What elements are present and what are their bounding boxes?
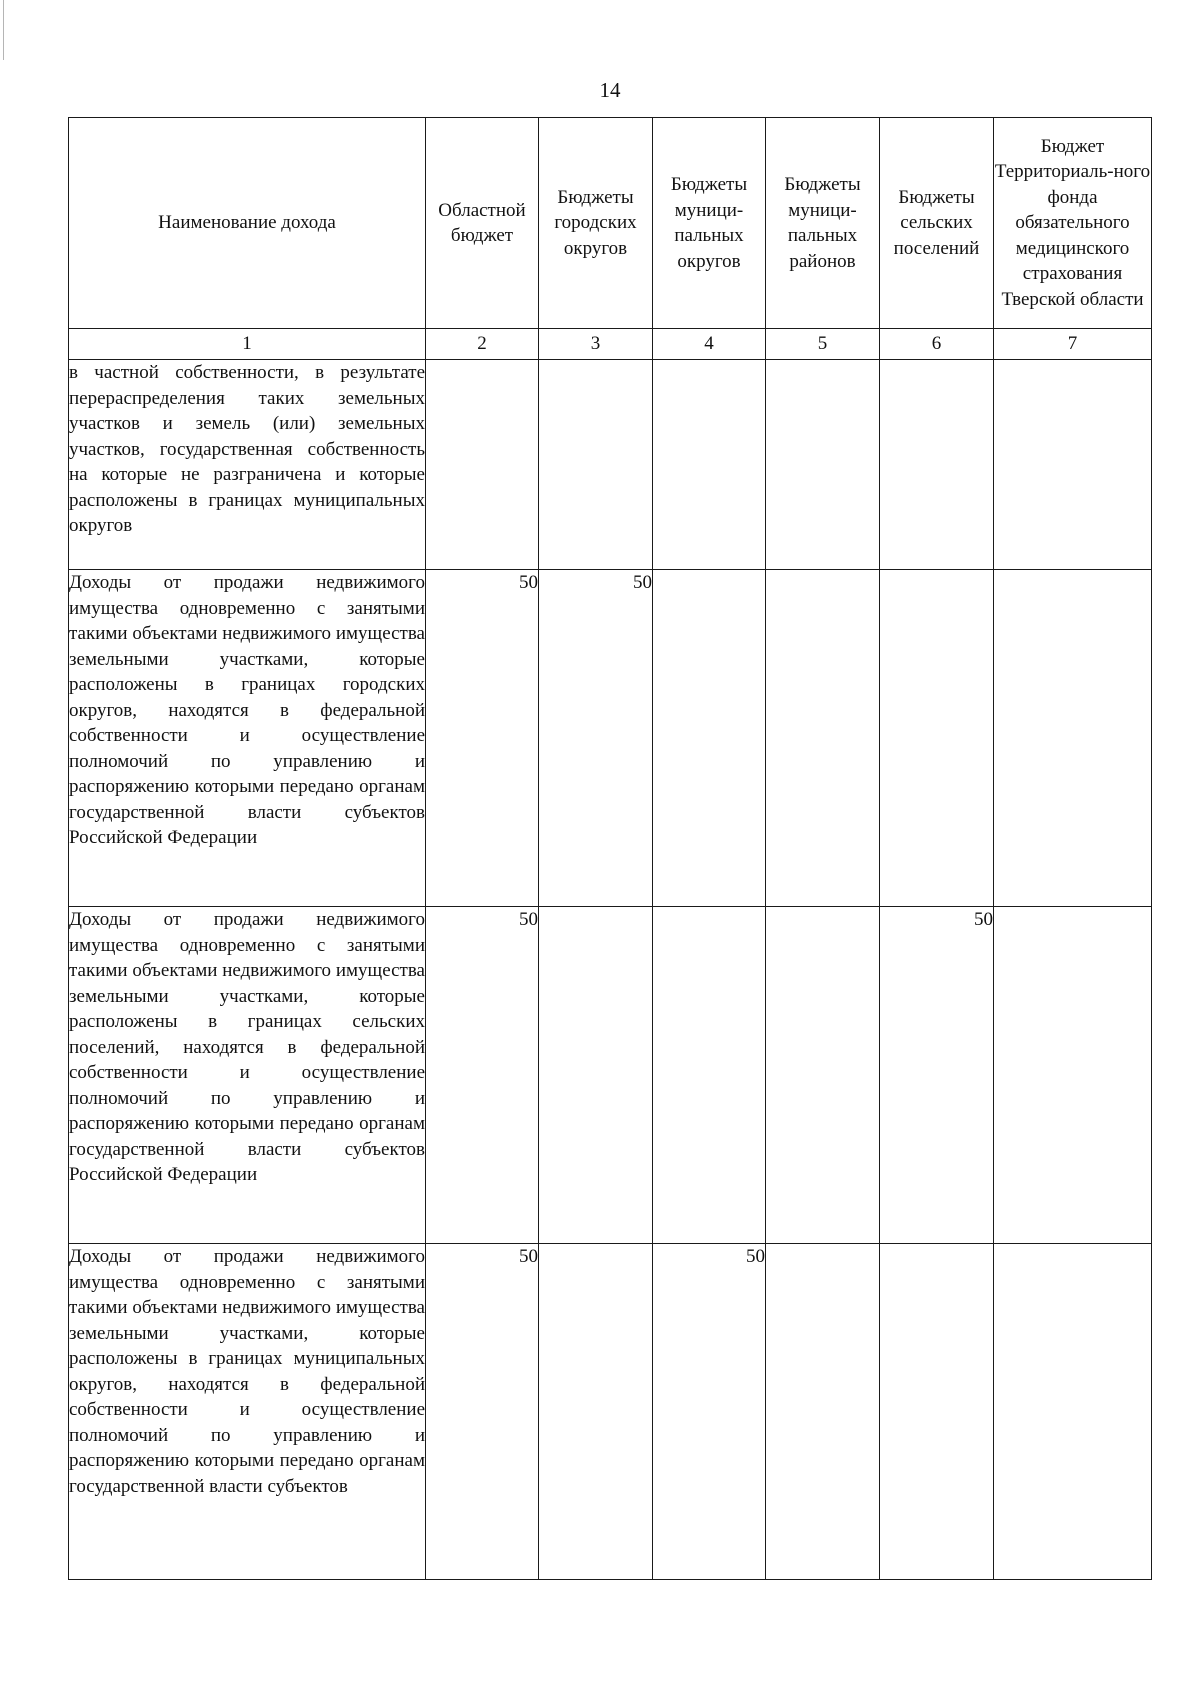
regional-budget-value: 50 bbox=[426, 1244, 539, 1580]
rural-settlements-value bbox=[880, 360, 994, 570]
column-number: 2 bbox=[426, 329, 539, 360]
column-number: 1 bbox=[69, 329, 426, 360]
column-number: 4 bbox=[653, 329, 766, 360]
table-header-row bbox=[69, 118, 1152, 329]
table-row bbox=[69, 1244, 1152, 1580]
income-distribution-table bbox=[68, 117, 1152, 1580]
regional-budget-value bbox=[426, 360, 539, 570]
column-number: 6 bbox=[880, 329, 994, 360]
municipal-raions-value bbox=[766, 907, 880, 1244]
table-row bbox=[69, 360, 1152, 570]
municipal-okrugs-value bbox=[653, 907, 766, 1244]
rural-settlements-value bbox=[880, 570, 994, 907]
income-name-cell: Доходы от продажи недвижимого имущества одновременно с занятыми такими объектами недвижимого имущества земельными участками, которые расположены в границах муниципальных округов, находятся в федеральной собственности и осуществление полномочий по управлению и распоряжению которыми передано органам государственной власти субъектов bbox=[69, 1244, 426, 1580]
tfoms-value bbox=[994, 907, 1152, 1244]
column-number: 7 bbox=[994, 329, 1152, 360]
regional-budget-value: 50 bbox=[426, 570, 539, 907]
scan-left-edge bbox=[3, 0, 4, 60]
rural-settlements-value bbox=[880, 1244, 994, 1580]
municipal-raions-value bbox=[766, 570, 880, 907]
header-rural-settlements-budgets: Бюджеты сельских поселений bbox=[880, 118, 994, 329]
regional-budget-value: 50 bbox=[426, 907, 539, 1244]
column-number: 3 bbox=[539, 329, 653, 360]
municipal-raions-value bbox=[766, 360, 880, 570]
header-income-name: Наименование дохода bbox=[69, 118, 426, 329]
rural-settlements-value: 50 bbox=[880, 907, 994, 1244]
city-districts-value: 50 bbox=[539, 570, 653, 907]
header-city-districts-budgets: Бюджеты городских округов bbox=[539, 118, 653, 329]
header-municipal-raions-budgets: Бюджеты муници-пальных районов bbox=[766, 118, 880, 329]
income-name-cell: Доходы от продажи недвижимого имущества одновременно с занятыми такими объектами недвижимого имущества земельными участками, которые расположены в границах сельских поселений, находятся в федеральной собственности и осуществление полномочий по управлению и распоряжению которыми передано органам государственной власти субъектов Российской Федерации bbox=[69, 907, 426, 1244]
page-number: 14 bbox=[599, 78, 621, 102]
municipal-okrugs-value bbox=[653, 570, 766, 907]
income-name-cell: Доходы от продажи недвижимого имущества одновременно с занятыми такими объектами недвижимого имущества земельными участками, которые расположены в границах городских округов, находятся в федеральной собственности и осуществление полномочий по управлению и распоряжению которыми передано органам государственной власти субъектов Российской Федерации bbox=[69, 570, 426, 907]
table-row bbox=[69, 907, 1152, 1244]
header-tfoms-budget: Бюджет Территориаль-ного фонда обязательного медицинского страхования Тверской области bbox=[994, 118, 1152, 329]
income-name-cell: в частной собственности, в результате перераспределения таких земельных участков и земель (или) земельных участков, государственная собственность на которые не разграничена и которые расположены в границах муниципальных округов bbox=[69, 360, 426, 570]
city-districts-value bbox=[539, 1244, 653, 1580]
municipal-raions-value bbox=[766, 1244, 880, 1580]
municipal-okrugs-value: 50 bbox=[653, 1244, 766, 1580]
column-numbers-row bbox=[69, 329, 1152, 360]
header-municipal-okrugs-budgets: Бюджеты муници-пальных округов bbox=[653, 118, 766, 329]
city-districts-value bbox=[539, 360, 653, 570]
column-number: 5 bbox=[766, 329, 880, 360]
tfoms-value bbox=[994, 570, 1152, 907]
city-districts-value bbox=[539, 907, 653, 1244]
tfoms-value bbox=[994, 1244, 1152, 1580]
tfoms-value bbox=[994, 360, 1152, 570]
municipal-okrugs-value bbox=[653, 360, 766, 570]
table-row bbox=[69, 570, 1152, 907]
header-regional-budget: Областной бюджет bbox=[426, 118, 539, 329]
